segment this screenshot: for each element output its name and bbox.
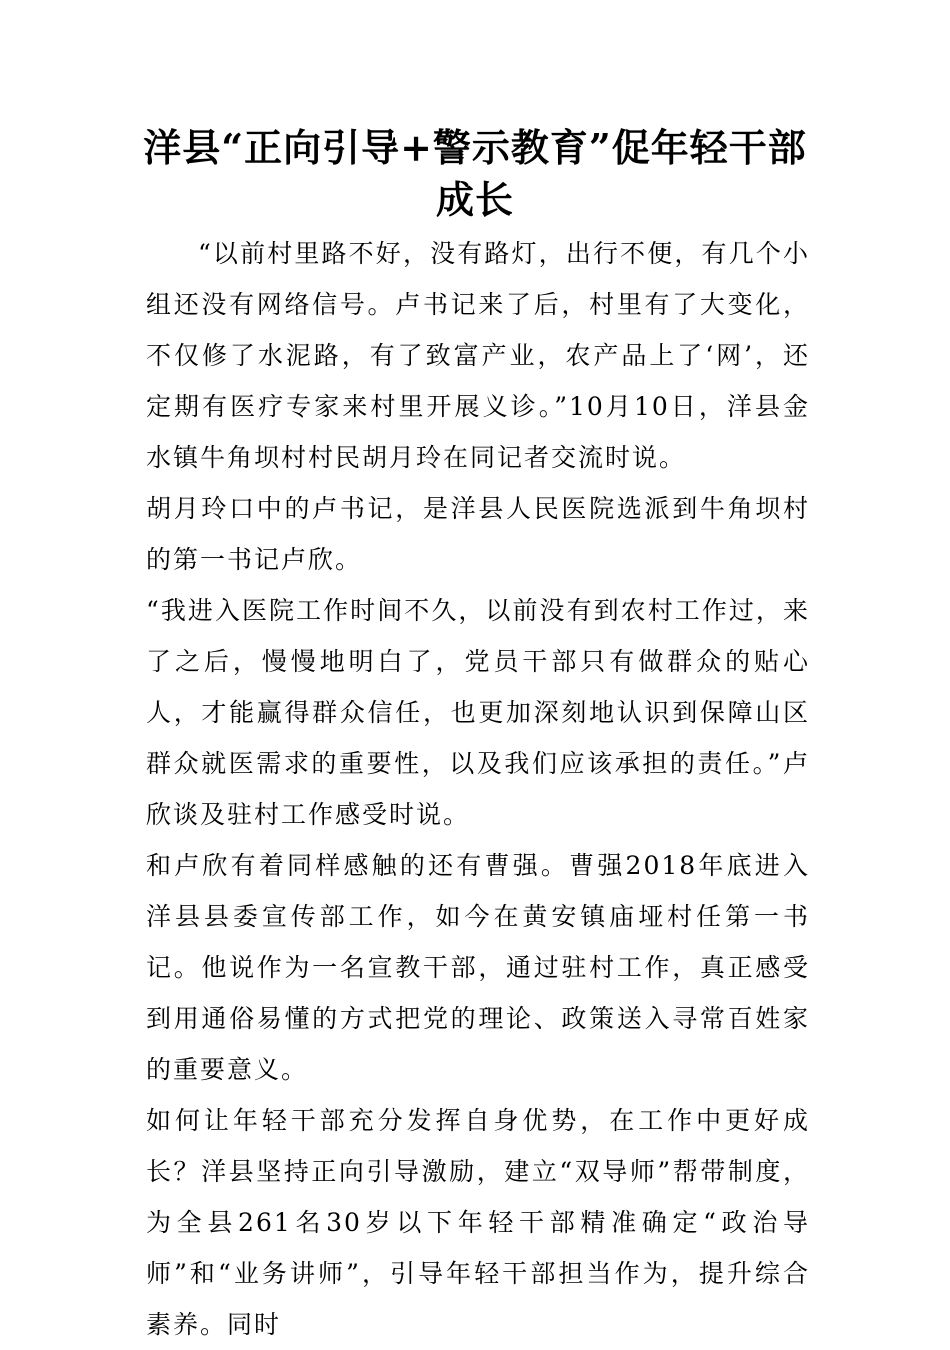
document-title: 洋县“正向引导+警示教育”促年轻干部成长 [143, 125, 807, 222]
paragraph-4: 和卢欣有着同样感触的还有曹强。曹强2018年底进入洋县县委宣传部工作，如今在黄安镇庙垭村任第一书记。他说作为一名宣教干部，通过驻村工作，真正感受到用通俗易懂的方式把党的理论、政策送入寻常百姓家的重要意义。 [146, 851, 810, 1084]
paragraph-3: “我进入医院工作时间不久，以前没有到农村工作过，来了之后，慢慢地明白了，党员干部只有做群众的贴心人，才能赢得群众信任，也更加深刻地认识到保障山区群众就医需求的重要性，以及我们应该承担的责任。”卢欣谈及驻村工作感受时说。 [146, 596, 810, 829]
paragraph-2: 胡月玲口中的卢书记，是洋县人民医院选派到牛角坝村的第一书记卢欣。 [146, 494, 810, 574]
paragraph-5: 如何让年轻干部充分发挥自身优势，在工作中更好成长？洋县坚持正向引导激励，建立“双导师”帮带制度，为全县261名30岁以下年轻干部精准确定“政治导师”和“业务讲师”，引导年轻干部担当作为，提升综合素养。同时 [146, 1106, 810, 1339]
document-body [146, 228, 810, 1350]
paragraph-1: “以前村里路不好，没有路灯，出行不便，有几个小组还没有网络信号。卢书记来了后，村里有了大变化，不仅修了水泥路，有了致富产业，农产品上了‘网’，还定期有医疗专家来村里开展义诊。”10月10日，洋县金水镇牛角坝村村民胡月玲在同记者交流时说。 [146, 239, 810, 472]
